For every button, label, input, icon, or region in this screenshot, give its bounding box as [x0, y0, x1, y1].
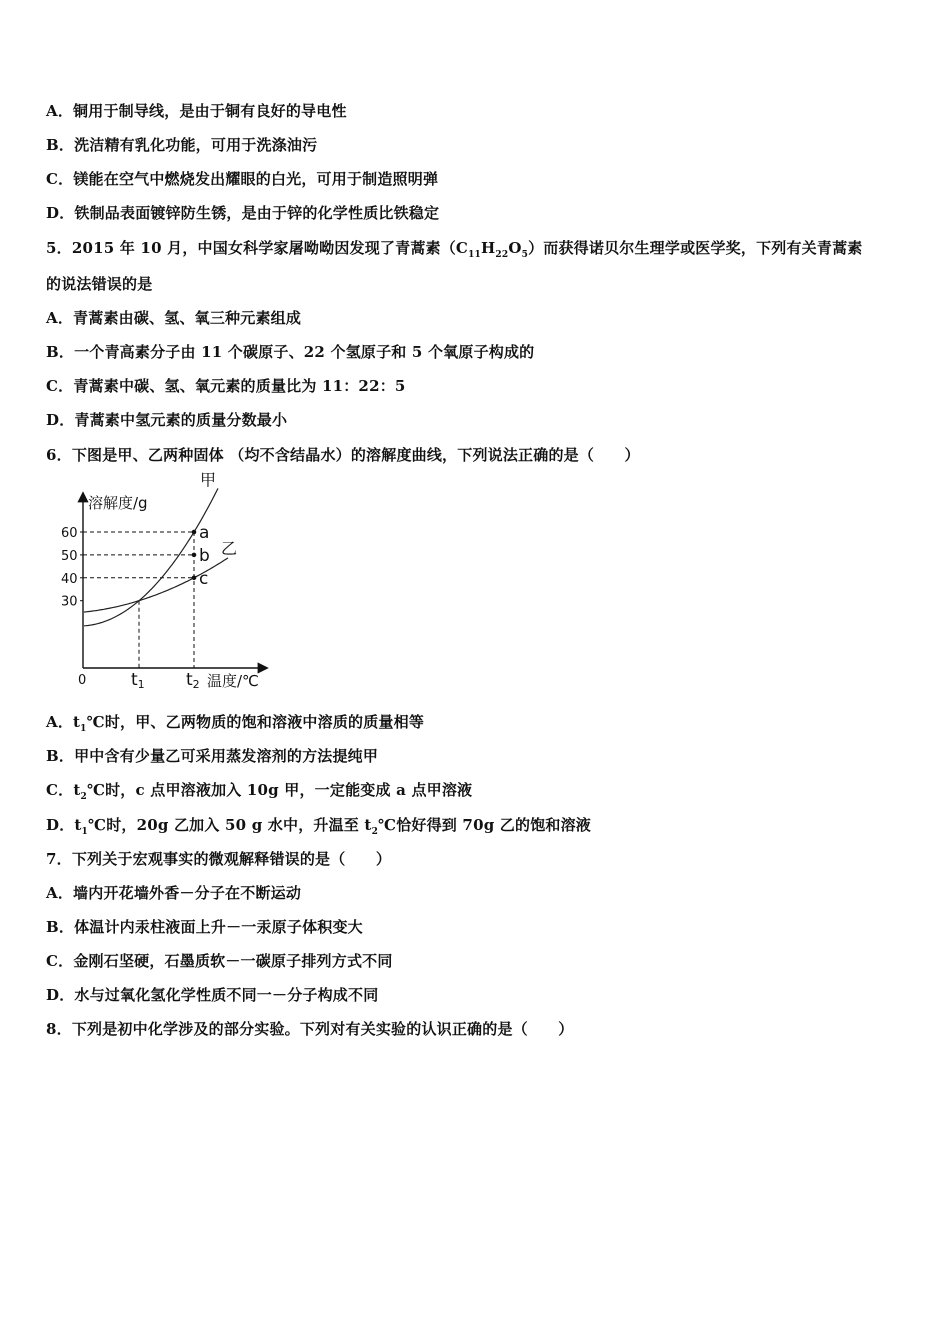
q7-option-d: D．水与过氧化氢化学性质不同一－分子构成不同	[46, 986, 379, 1004]
q6-option-d	[46, 815, 591, 835]
q5-stem-before: 5．2015 年 10 月，中国女科学家屠呦呦因发现了青蒿素（C	[46, 239, 469, 257]
q5-option-b: B．一个青高素分子由 11 个碳原子、22 个氢原子和 5 个氧原子构成的	[46, 343, 535, 361]
q4-option-c: C．镁能在空气中燃烧发出耀眼的白光，可用于制造照明弹	[46, 170, 439, 188]
point-c	[192, 576, 197, 581]
q6-option-a	[46, 712, 424, 732]
q6-option-a-prefix: A．t	[46, 713, 81, 731]
q7-stem: 7．下列关于宏观事实的微观解释错误的是（ ）	[46, 850, 392, 868]
origin-label: 0	[78, 673, 87, 688]
y-axis-label: 溶解度/g	[88, 494, 148, 512]
x-tick-label: t2	[186, 670, 200, 691]
q5-option-d: D．青蒿素中氢元素的质量分数最小	[46, 411, 288, 429]
curve-label-yi: 乙	[221, 539, 238, 559]
q6-option-d-text2: ℃恰好得到 70g 乙的饱和溶液	[378, 816, 592, 834]
q6-option-c-text: ℃时，c 点甲溶液加入 10g 甲，一定能变成 a 点甲溶液	[86, 781, 473, 799]
q6-option-d-text: ℃时，20g 乙加入 50 g 水中，升温至 t	[88, 816, 372, 834]
q4-option-a: A．铜用于制导线，是由于铜有良好的导电性	[46, 102, 347, 120]
q4-option-d: D．铁制品表面镀锌防生锈，是由于锌的化学性质比铁稳定	[46, 204, 440, 222]
q5-formula-o-sub: 5	[521, 250, 529, 260]
q5-stem-line2: 的说法错误的是	[46, 275, 153, 293]
y-tick-label: 50	[61, 548, 78, 564]
x-axis-label: 温度/℃	[207, 672, 259, 690]
solubility-chart	[56, 470, 286, 693]
y-tick-label: 40	[61, 571, 78, 587]
q5-option-c: C．青蒿素中碳、氢、氧元素的质量比为 11：22：5	[46, 377, 406, 395]
q7-option-a: A．墙内开花墙外香－分子在不断运动	[46, 884, 302, 902]
q6-option-c	[46, 780, 472, 800]
y-tick-label: 30	[61, 594, 78, 610]
q7-option-c: C．金刚石坚硬，石墨质软－一碳原子排列方式不同	[46, 952, 393, 970]
q6-option-b: B．甲中含有少量乙可采用蒸发溶剂的方法提纯甲	[46, 747, 379, 765]
q6-option-a-text: ℃时，甲、乙两物质的饱和溶液中溶质的质量相等	[86, 713, 425, 731]
q8-stem: 8．下列是初中化学涉及的部分实验。下列对有关实验的认识正确的是（ ）	[46, 1020, 574, 1038]
y-tick-label: 60	[61, 526, 78, 541]
q5-formula-o: O	[508, 239, 522, 257]
curve-label-jia: 甲	[200, 470, 217, 490]
q6-option-c-sub: 2	[80, 792, 87, 802]
point-label-a: a	[199, 523, 210, 543]
point-a	[192, 530, 197, 535]
q5-stem-after: ）而获得诺贝尔生理学或医学奖，下列有关青蒿素	[528, 239, 863, 257]
q7-option-b: B．体温计内汞柱液面上升－一汞原子体积变大	[46, 918, 363, 936]
point-label-b: b	[199, 545, 210, 566]
point-b	[192, 553, 197, 558]
q5-option-a: A．青蒿素由碳、氢、氧三种元素组成	[46, 309, 302, 327]
q6-option-d-sub: 1	[81, 827, 89, 837]
q6-stem: 6．下图是甲、乙两种固体 （均不含结晶水）的溶解度曲线，下列说法正确的是（ ）	[46, 446, 640, 464]
point-label-c: c	[199, 568, 209, 589]
q4-option-b: B．洗洁精有乳化功能，可用于洗涤油污	[46, 136, 318, 154]
q6-option-a-sub: 1	[80, 724, 87, 734]
x-tick-label: t1	[131, 670, 145, 691]
q6-option-d-sub2: 2	[371, 827, 379, 837]
q5-formula-h: H	[481, 239, 496, 257]
q5-formula-h-sub: 22	[495, 250, 509, 260]
q6-option-c-prefix: C．t	[46, 781, 81, 799]
q6-option-d-prefix: D．t	[46, 816, 82, 834]
q5-formula-c-sub: 11	[468, 250, 482, 260]
q5-stem	[46, 238, 862, 258]
